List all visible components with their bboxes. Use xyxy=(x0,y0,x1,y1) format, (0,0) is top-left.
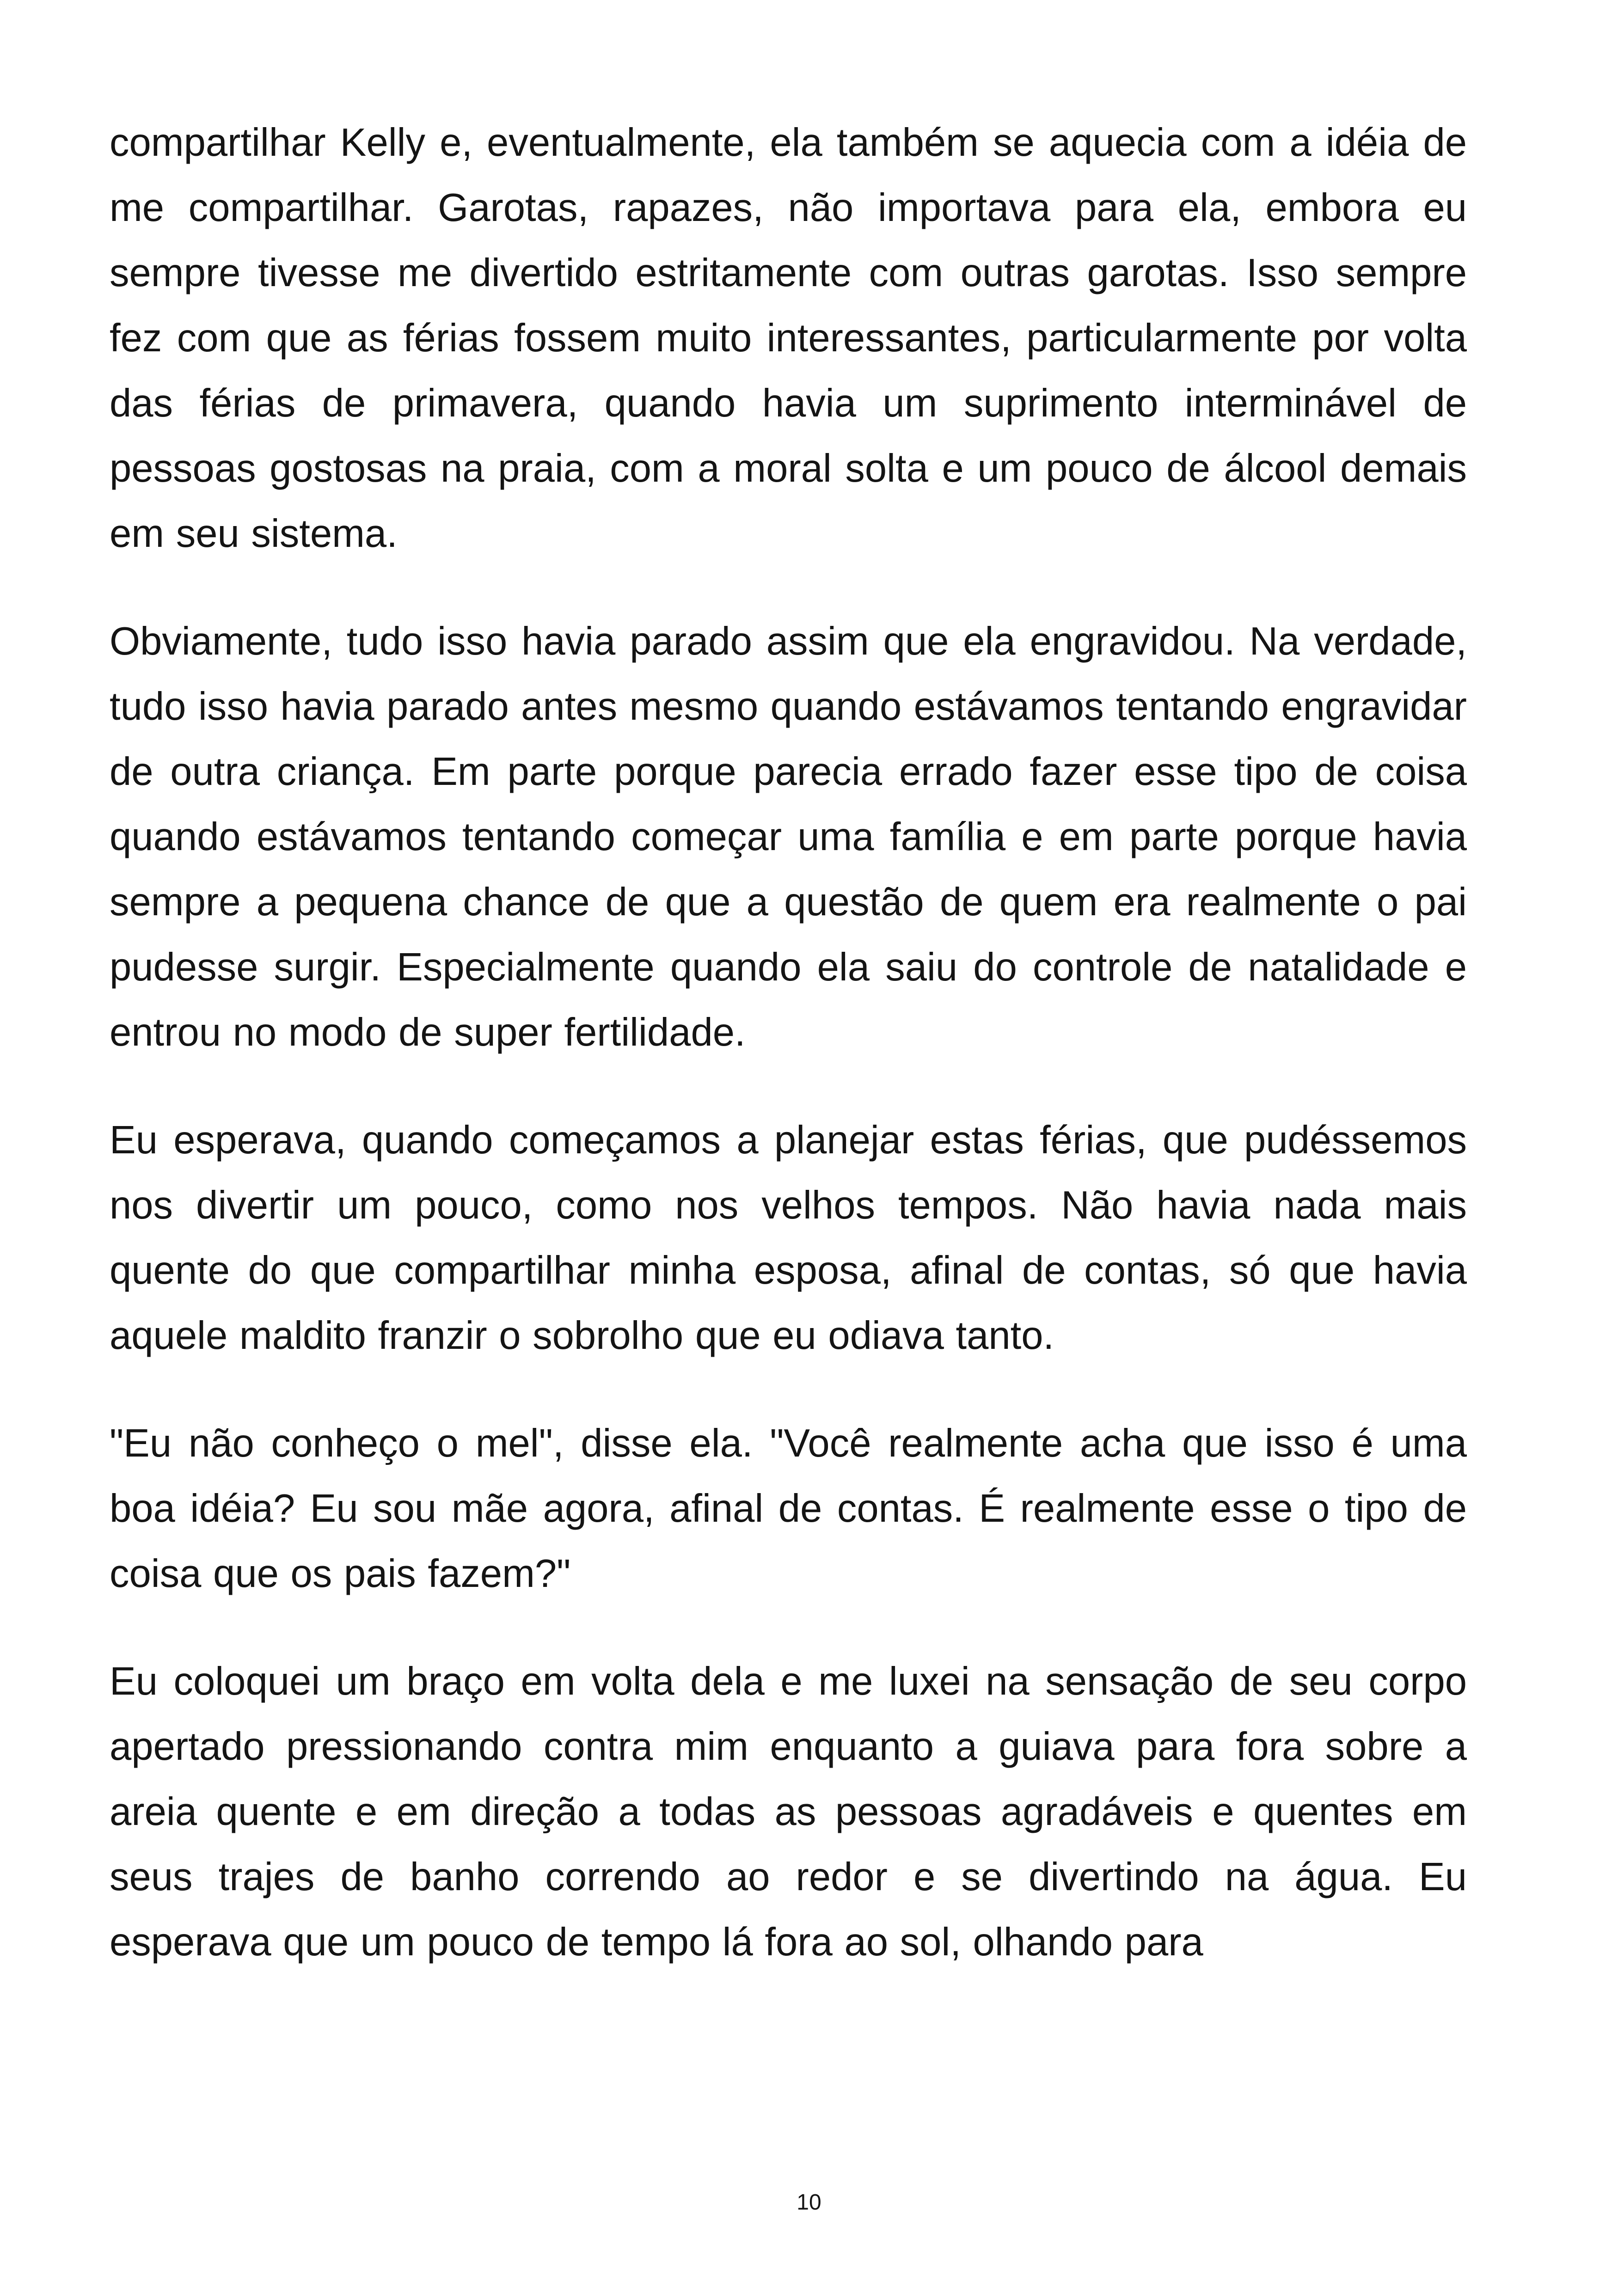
page-body xyxy=(110,110,1467,1975)
page-number: 10 xyxy=(797,2190,821,2215)
paragraph-3: Eu esperava, quando começamos a planejar estas férias, que pudéssemos nos divertir um pouco, como nos velhos tempos. Não havia nada mais quente do que compartilhar minha esposa, afinal de contas, só que havia aquele maldito franzir o sobrolho que eu odiava tanto. xyxy=(110,1118,1467,1358)
paragraph-5: Eu coloquei um braço em volta dela e me luxei na sensação de seu corpo apertado pressionando contra mim enquanto a guiava para fora sobre a areia quente e em direção a todas as pessoas agradáveis e quentes em seus trajes de banho correndo ao redor e se divertindo na água. Eu esperava que um pouco de tempo lá fora ao sol, olhando para xyxy=(110,1659,1467,1964)
paragraph-4: "Eu não conheço o mel", disse ela. "Você realmente acha que isso é uma boa idéia? Eu sou mãe agora, afinal de contas. É realmente esse o tipo de coisa que os pais fazem?" xyxy=(110,1421,1467,1596)
paragraph-2: Obviamente, tudo isso havia parado assim que ela engravidou. Na verdade, tudo isso havia parado antes mesmo quando estávamos tentando engravidar de outra criança. Em parte porque parecia errado fazer esse tipo de coisa quando estávamos tentando começar uma família e em parte porque havia sempre a pequena chance de que a questão de quem era realmente o pai pudesse surgir. Especialmente quando ela saiu do controle de natalidade e entrou no modo de super fertilidade. xyxy=(110,619,1467,1054)
paragraph-1: compartilhar Kelly e, eventualmente, ela também se aquecia com a idéia de me compartilhar. Garotas, rapazes, não importava para ela, embora eu sempre tivesse me divertido estritamente com outras garotas. Isso sempre fez com que as férias fossem muito interessantes, particularmente por volta das férias de primavera, quando havia um suprimento interminável de pessoas gostosas na praia, com a moral solta e um pouco de álcool demais em seu sistema. xyxy=(110,121,1467,556)
